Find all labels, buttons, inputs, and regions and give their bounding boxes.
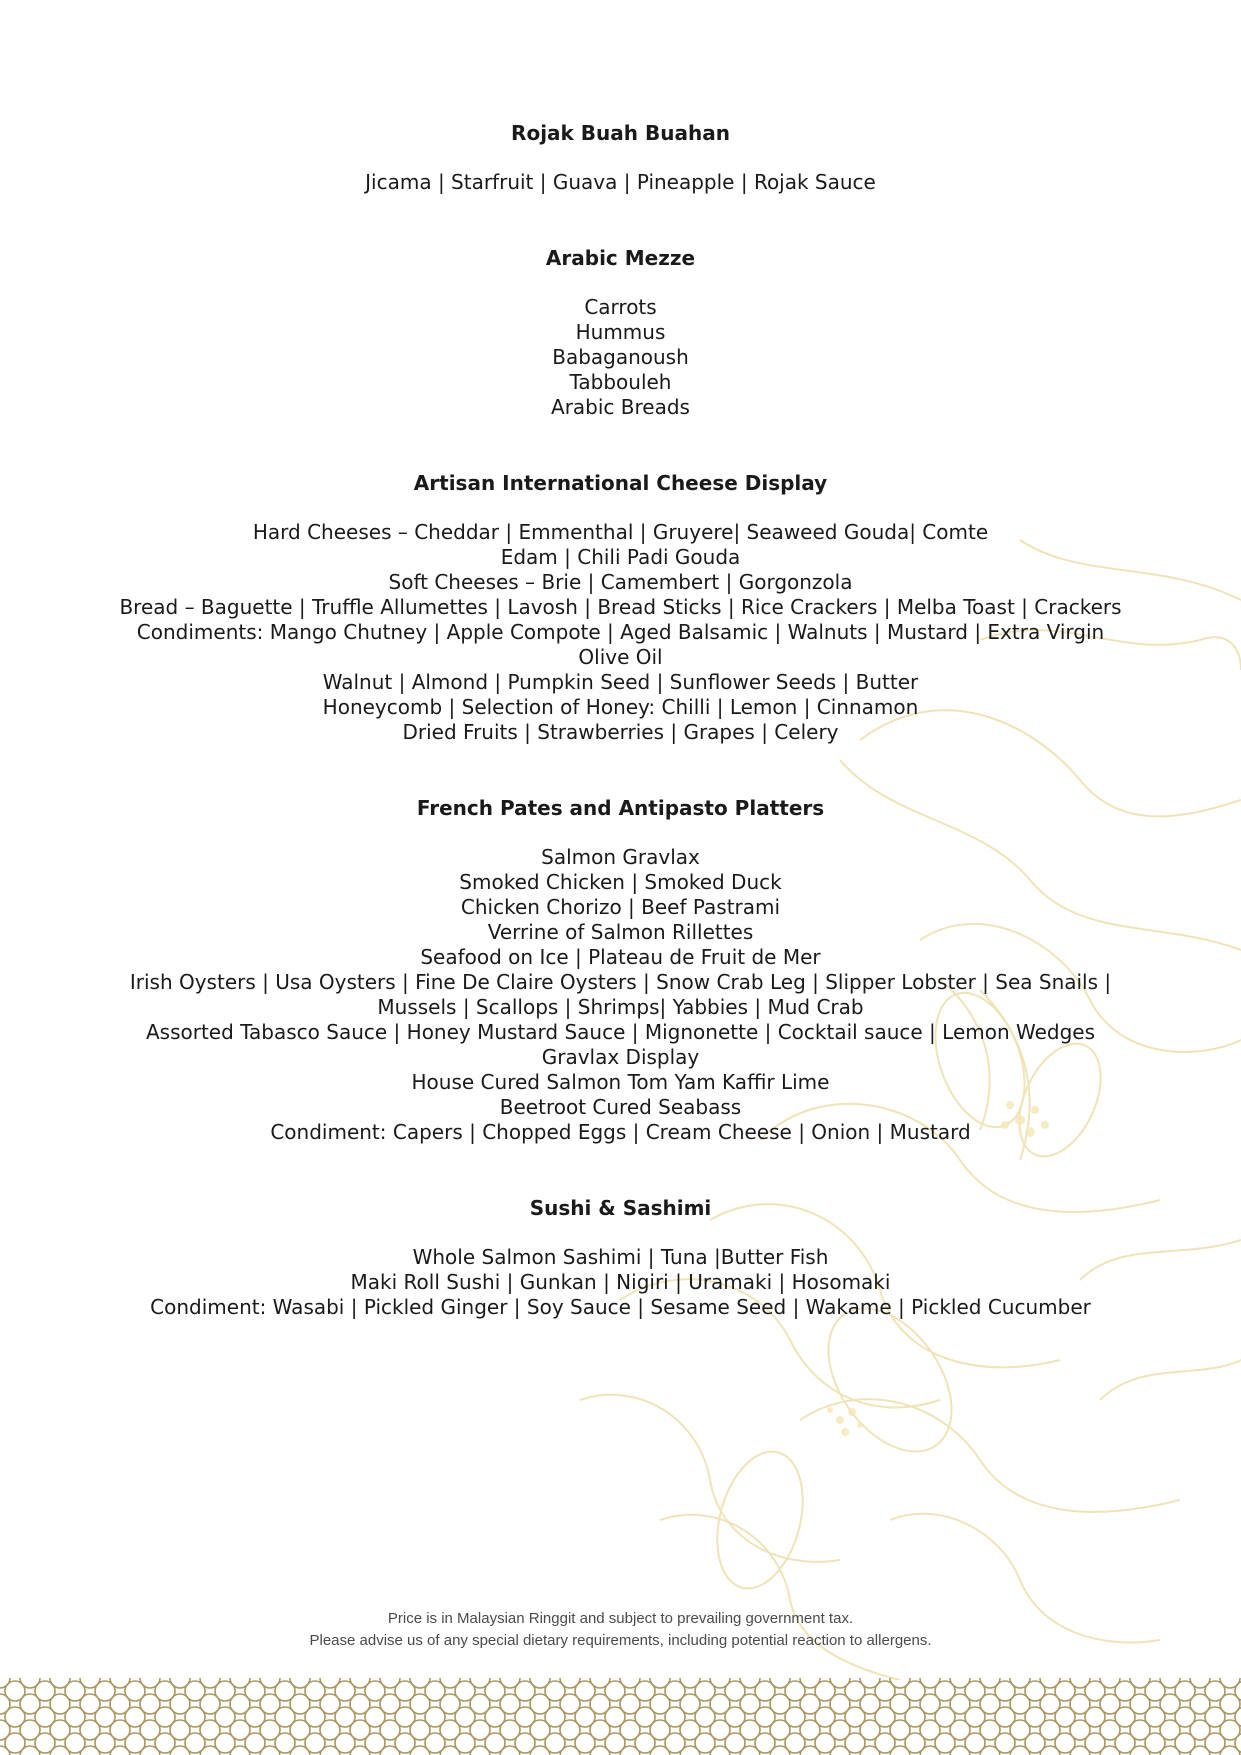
menu-item: Assorted Tabasco Sauce | Honey Mustard Sauce | Mignonette | Cocktail sauce | Lemon Wedges xyxy=(145,1020,1096,1044)
menu-item: Condiment: Capers | Chopped Eggs | Cream Cheese | Onion | Mustard xyxy=(270,1120,971,1144)
menu-item: Walnut | Almond | Pumpkin Seed | Sunflower Seeds | Butter xyxy=(322,670,919,694)
menu-item: Whole Salmon Sashimi | Tuna |Butter Fish xyxy=(412,1245,829,1269)
menu-item: Bread – Baguette | Truffle Allumettes | Lavosh | Bread Sticks | Rice Crackers | Melba Toast | Crackers xyxy=(119,595,1122,619)
section-title: Rojak Buah Buahan xyxy=(511,121,730,145)
menu-content xyxy=(0,120,1241,1370)
decorative-border-pattern xyxy=(0,1678,1241,1755)
section-title: Artisan International Cheese Display xyxy=(413,471,828,495)
menu-item: Carrots xyxy=(584,295,657,319)
menu-section xyxy=(0,120,1241,195)
menu-item: Salmon Gravlax xyxy=(541,845,700,869)
menu-section xyxy=(0,470,1241,745)
menu-item: Soft Cheeses – Brie | Camembert | Gorgonzola xyxy=(388,570,853,594)
menu-item: Arabic Breads xyxy=(551,395,690,419)
footer-note xyxy=(0,1608,1241,1652)
footer-dietary-note: Please advise us of any special dietary requirements, including potential reaction to allergens. xyxy=(309,1632,932,1649)
menu-item: Smoked Chicken | Smoked Duck xyxy=(459,870,782,894)
menu-item: Babaganoush xyxy=(552,345,689,369)
footer-price-note: Price is in Malaysian Ringgit and subject to prevailing government tax. xyxy=(387,1610,854,1627)
menu-item: Olive Oil xyxy=(578,645,663,669)
section-title: Sushi & Sashimi xyxy=(529,1196,712,1220)
menu-item: House Cured Salmon Tom Yam Kaffir Lime xyxy=(411,1070,830,1094)
menu-item: Honeycomb | Selection of Honey: Chilli | Lemon | Cinnamon xyxy=(322,695,919,719)
menu-section xyxy=(0,1195,1241,1320)
menu-item: Tabbouleh xyxy=(569,370,672,394)
menu-item: Mussels | Scallops | Shrimps| Yabbies | Mud Crab xyxy=(377,995,864,1019)
menu-item: Condiment: Wasabi | Pickled Ginger | Soy Sauce | Sesame Seed | Wakame | Pickled Cucumber xyxy=(150,1295,1091,1319)
menu-item: Seafood on Ice | Plateau de Fruit de Mer xyxy=(420,945,821,969)
menu-item: Hard Cheeses – Cheddar | Emmenthal | Gruyere| Seaweed Gouda| Comte xyxy=(252,520,989,544)
menu-item: Gravlax Display xyxy=(541,1045,700,1069)
menu-item: Hummus xyxy=(575,320,666,344)
menu-item: Maki Roll Sushi | Gunkan | Nigiri | Uramaki | Hosomaki xyxy=(350,1270,891,1294)
menu-section xyxy=(0,795,1241,1145)
menu-item: Condiments: Mango Chutney | Apple Compote | Aged Balsamic | Walnuts | Mustard | Extra Virgin xyxy=(136,620,1105,644)
menu-item: Edam | Chili Padi Gouda xyxy=(500,545,741,569)
menu-item: Beetroot Cured Seabass xyxy=(499,1095,742,1119)
menu-item: Chicken Chorizo | Beef Pastrami xyxy=(460,895,781,919)
menu-item: Irish Oysters | Usa Oysters | Fine De Claire Oysters | Snow Crab Leg | Slipper Lobster | Sea Snails | xyxy=(129,970,1112,994)
menu-item: Verrine of Salmon Rillettes xyxy=(487,920,754,944)
menu-item: Jicama | Starfruit | Guava | Pineapple | Rojak Sauce xyxy=(365,170,876,194)
menu-section xyxy=(0,245,1241,420)
menu-item: Dried Fruits | Strawberries | Grapes | Celery xyxy=(402,720,839,744)
section-title: French Pates and Antipasto Platters xyxy=(416,796,825,820)
section-title: Arabic Mezze xyxy=(545,246,696,270)
